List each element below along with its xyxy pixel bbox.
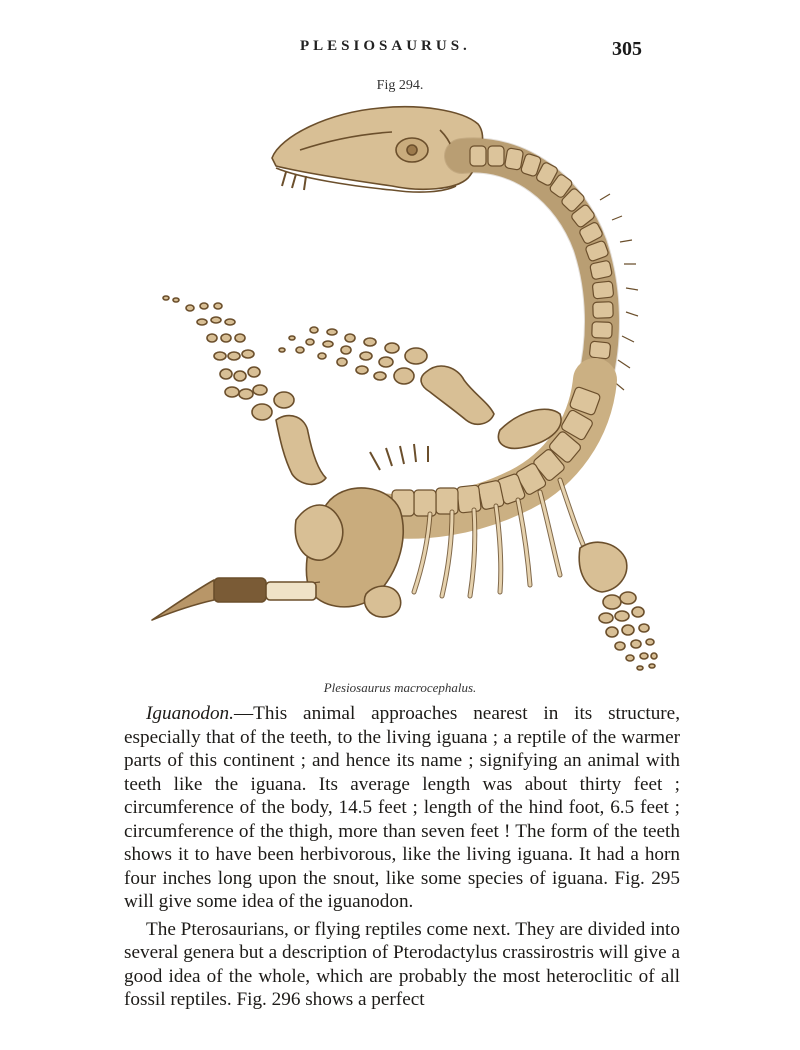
front-flipper-left: [163, 296, 326, 484]
term-iguanodon: Iguanodon.: [146, 703, 234, 724]
paragraph-iguanodon-text: —This animal approaches nearest in its structure, especially that of the teeth, to the living iguana ; a reptile of the warmer parts of this continent ; and hence its name ; signifying an animal with teeth like the iguana. Its average length was about thirty feet ; circumference of the body, 14.5 feet ; length of the hind foot, 6.5 feet ; circumference of the thigh, more than seven feet ! The form of the teeth shows it to have been herbivorous, like the living iguana. It had a horn four inches long upon the snout, like some species of iguana. Fig. 295 will give some idea of the iguanodon.: [124, 703, 680, 912]
hind-flipper: [579, 542, 657, 670]
front-flipper-right: [279, 327, 561, 448]
running-title: PLESIOSAURUS.: [300, 38, 471, 54]
figure-label: Fig 294.: [376, 78, 424, 93]
body-text: [124, 702, 680, 1016]
neck-vertebrae: [462, 146, 638, 390]
paragraph-iguanodon: [124, 702, 680, 914]
running-head: [0, 36, 800, 60]
plesiosaurus-skeleton-illustration: [140, 98, 680, 678]
figure-caption: Plesiosaurus macrocephalus.: [323, 680, 477, 695]
paragraph-pterosaurians: The Pterosaurians, or flying reptiles come next. They are divided into several genera but a description of Pterodactylus crassirostris will give a good idea of the whole, which are probably the most heteroclitic of all fossil reptiles. Fig. 296 shows a perfect: [124, 918, 680, 1010]
page-number: 305: [612, 38, 642, 60]
tail: [152, 578, 320, 620]
